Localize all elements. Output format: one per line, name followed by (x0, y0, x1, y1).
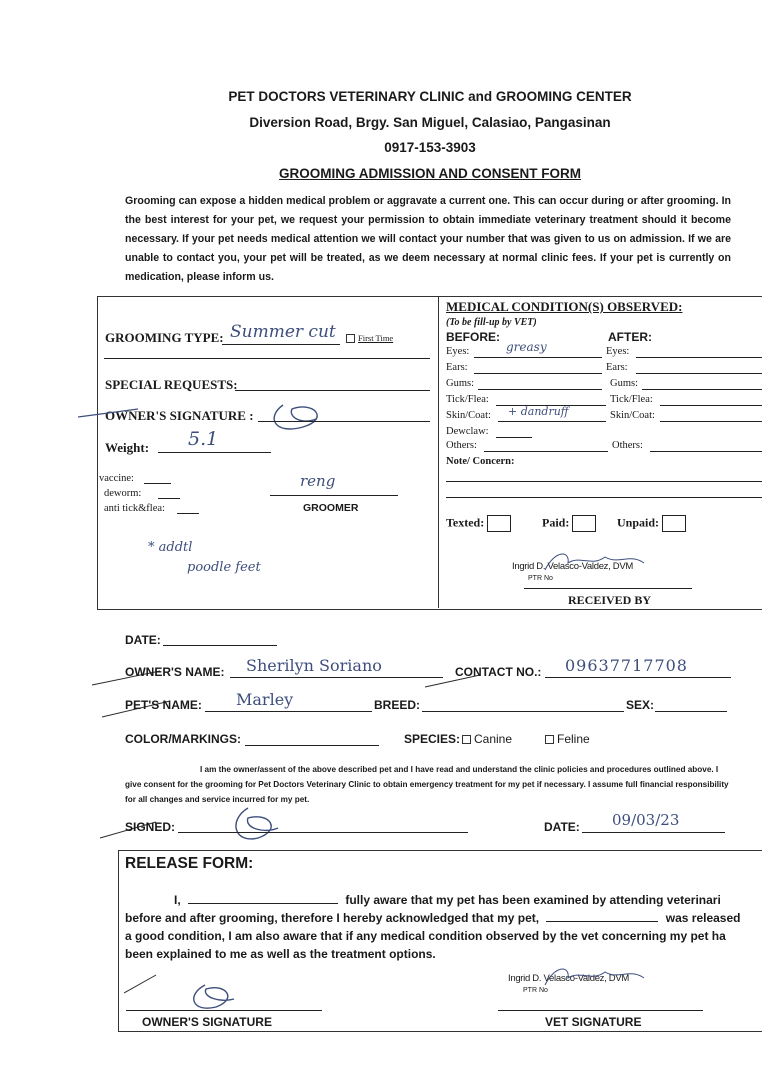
texted-label: Texted: (446, 515, 485, 530)
release-line2-prefix: before and after grooming, therefore I hereby acknowledged that my pet, (125, 911, 540, 925)
release-line1-prefix: I, (174, 893, 181, 907)
before-tick-label: Tick/Flea: (446, 394, 489, 405)
texted-option[interactable] (446, 515, 511, 532)
groomer-label: GROOMER (303, 502, 359, 514)
after-others-line[interactable] (650, 451, 762, 452)
release-pet-name-blank[interactable] (546, 911, 658, 922)
first-time-option[interactable] (346, 333, 393, 343)
release-owner-sig-line[interactable] (126, 1010, 322, 1011)
texted-checkbox[interactable] (487, 515, 511, 532)
before-label: BEFORE: (446, 330, 500, 344)
vet-stamp-top-ptr: PTR No (528, 575, 553, 582)
before-eyes-value: greasy (506, 340, 547, 354)
color-markings-label: COLOR/MARKINGS: (125, 732, 241, 746)
vet-stamp-bottom: Ingrid D. Velasco-Valdez, DVM (508, 973, 630, 984)
release-owner-name-blank[interactable] (188, 893, 338, 904)
grooming-extra-line (104, 358, 430, 359)
release-line2-suffix: was released (665, 911, 741, 925)
intro-paragraph: Grooming can expose a hidden medical problem or aggravate a current one. This can occur during or after grooming. In the best interest for your pet, we request your permission to obtain immediate veterinary treatment should it become necessary. If your pet needs medical attention we will contact your number that was given to us on admission. If we are unable to contact you, your pet will be treated, as we deem necessary at normal clinic fees. If your pet is currently on medication, please inform us. (125, 195, 731, 283)
after-eyes-line[interactable] (636, 357, 762, 358)
release-line-1 (174, 893, 721, 907)
release-line1-suffix: fully aware that my pet has been examined by attending veterinari (345, 893, 721, 907)
after-skin-line[interactable] (660, 421, 762, 422)
clinic-phone: 0917-153-3903 (384, 140, 476, 155)
sign-date-value[interactable]: 09/03/23 (612, 811, 680, 829)
grooming-note-line1: * addtl (148, 540, 193, 555)
grooming-type-line (222, 344, 340, 345)
before-gums-line[interactable] (478, 389, 602, 390)
before-eyes-line[interactable] (474, 357, 602, 358)
owner-signature-label: OWNER'S SIGNATURE : (105, 408, 254, 423)
signed-label: SIGNED: (125, 820, 176, 834)
groomer-name: reng (300, 472, 336, 490)
sign-date-line (582, 832, 725, 833)
contact-line (545, 677, 731, 678)
grooming-type-value[interactable]: Summer cut (230, 322, 336, 342)
after-others-label: Others: (612, 440, 643, 451)
clinic-name: PET DOCTORS VETERINARY CLINIC and GROOMING CENTER (228, 89, 632, 104)
weight-line (158, 452, 271, 453)
paid-option[interactable] (542, 515, 596, 532)
clinic-address: Diversion Road, Brgy. San Miguel, Calasiao, Pangasinan (249, 115, 611, 130)
medical-title: MEDICAL CONDITION(S) OBSERVED: (446, 299, 683, 314)
grooming-type-label: GROOMING TYPE: (105, 330, 224, 345)
release-line-2 (125, 911, 740, 925)
vet-signature-top (540, 545, 650, 580)
release-owner-signature-mark (120, 955, 250, 1015)
contact-value[interactable]: 09637717708 (565, 656, 688, 675)
form-title: GROOMING ADMISSION AND CONSENT FORM (279, 166, 581, 181)
after-ears-label: Ears: (606, 362, 628, 373)
first-time-label: First Time (358, 333, 394, 343)
pet-name-label: PET'S NAME: (125, 698, 202, 712)
vet-stamp-top: Ingrid D. Velasco-Valdez, DVM (512, 561, 634, 572)
vet-signature-bottom (540, 960, 650, 995)
release-vet-sig-line[interactable] (498, 1010, 703, 1011)
vet-stamp-bottom-ptr: PTR No (523, 987, 548, 994)
special-requests-label: SPECIAL REQUESTS: (105, 377, 238, 392)
before-skin-value: + dandruff (508, 405, 569, 418)
canine-label: Canine (474, 732, 513, 746)
before-gums-label: Gums: (446, 378, 475, 389)
medical-row-gums (446, 378, 762, 393)
vaccine-line[interactable] (144, 483, 171, 484)
note-concern-label: Note/ Concern: (446, 456, 515, 467)
release-title: RELEASE FORM: (125, 855, 254, 872)
unpaid-label: Unpaid: (617, 515, 660, 530)
after-eyes-label: Eyes: (606, 346, 630, 357)
special-requests-line[interactable] (235, 390, 430, 391)
after-ears-line[interactable] (636, 373, 762, 374)
groomer-line (270, 495, 398, 496)
release-line-3: a good condition, I am also aware that if any medical condition observed by the vet concerning my pet ha (125, 929, 726, 943)
date-label: DATE: (125, 633, 161, 647)
before-others-line[interactable] (484, 451, 608, 452)
canine-checkbox[interactable] (462, 735, 471, 744)
after-tick-label: Tick/Flea: (610, 394, 653, 405)
dewclaw-line[interactable] (496, 437, 532, 438)
sign-date-label: DATE: (544, 820, 580, 834)
anti-tick-label: anti tick&flea: (104, 503, 165, 514)
unpaid-checkbox[interactable] (662, 515, 686, 532)
feline-checkbox[interactable] (545, 735, 554, 744)
received-by-label: RECEIVED BY (568, 593, 652, 607)
owner-name-line (230, 677, 443, 678)
grooming-note-line2: poodle feet (187, 560, 261, 575)
release-vet-sig-label: VET SIGNATURE (545, 1015, 642, 1029)
medical-row-tick (446, 394, 762, 409)
breed-label: BREED: (374, 698, 421, 712)
paid-checkbox[interactable] (572, 515, 596, 532)
weight-value[interactable]: 5.1 (188, 428, 219, 450)
after-skin-label: Skin/Coat: (610, 410, 655, 421)
medical-row-dewclaw (446, 426, 762, 441)
medical-row-others (446, 440, 762, 455)
signed-line[interactable] (178, 832, 468, 833)
feline-label: Feline (557, 732, 590, 746)
sex-line[interactable] (655, 711, 727, 712)
species-feline-option[interactable] (545, 732, 590, 746)
before-others-label: Others: (446, 440, 477, 451)
before-ears-label: Ears: (446, 362, 468, 373)
received-by-line (524, 588, 692, 589)
release-owner-sig-label: OWNER'S SIGNATURE (142, 1015, 272, 1029)
deworm-line[interactable] (158, 498, 180, 499)
box-divider (438, 296, 439, 608)
after-gums-label: Gums: (610, 378, 639, 389)
date-line[interactable] (163, 645, 277, 646)
before-eyes-label: Eyes: (446, 346, 470, 357)
dewclaw-label: Dewclaw: (446, 426, 489, 437)
first-time-checkbox[interactable] (346, 334, 355, 343)
owner-signature-line[interactable] (258, 421, 430, 422)
vaccine-label: vaccine: (99, 473, 134, 484)
medical-row-ears (446, 362, 762, 377)
species-label: SPECIES: (404, 732, 461, 746)
anti-tick-line[interactable] (177, 513, 199, 514)
note-line-1[interactable] (446, 481, 762, 482)
after-tick-line[interactable] (660, 405, 762, 406)
species-canine-option[interactable] (462, 732, 512, 746)
before-skin-line[interactable] (498, 421, 606, 422)
owner-name-value[interactable]: Sherilyn Soriano (246, 656, 382, 675)
release-line-4: been explained to me as well as the treatment options. (125, 947, 436, 961)
after-label: AFTER: (608, 330, 652, 344)
owner-name-label: OWNER'S NAME: (125, 665, 225, 679)
medical-row-eyes (446, 340, 762, 361)
unpaid-option[interactable] (617, 515, 686, 532)
weight-label: Weight: (105, 440, 150, 455)
contact-label: CONTACT NO.: (455, 665, 542, 679)
color-markings-line[interactable] (245, 745, 379, 746)
breed-line[interactable] (422, 711, 624, 712)
after-gums-line[interactable] (642, 389, 762, 390)
before-ears-line[interactable] (474, 373, 602, 374)
paid-label: Paid: (542, 515, 570, 530)
medical-subtitle: (To be fill-up by VET) (446, 317, 537, 328)
consent-paragraph: I am the owner/assent of the above described pet and I have read and understand the clinic policies and procedures outlined above. I give consent for the grooming for Pet Doctors Veterinary Clinic to obtain emergency treatment for my pet if necessary. I assume full financial responsibility for all changes and service incurred for my pet. (125, 765, 729, 804)
sex-label: SEX: (626, 698, 655, 712)
note-line-2[interactable] (446, 497, 762, 498)
pet-name-value[interactable]: Marley (236, 690, 294, 709)
medical-row-skin (446, 405, 762, 425)
pet-name-line (205, 711, 372, 712)
before-skin-label: Skin/Coat: (446, 410, 491, 421)
deworm-label: deworm: (104, 488, 142, 499)
